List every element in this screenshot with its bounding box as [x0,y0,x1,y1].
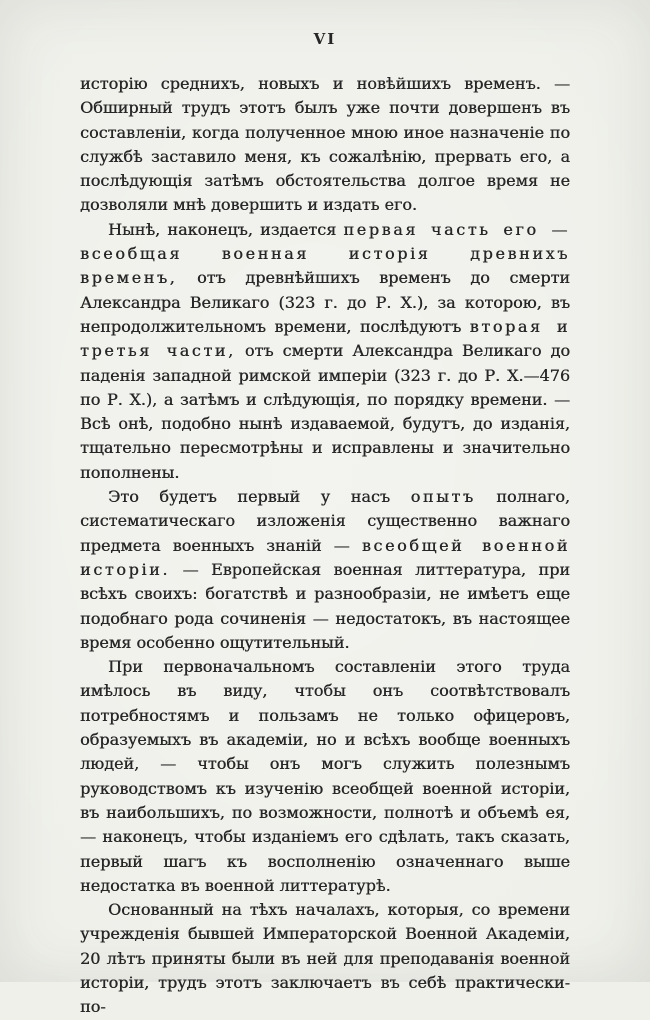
text-segment: исторію среднихъ, новыхъ и новѣйшихъ временъ. — Обширный трудъ этотъ былъ уже почти довершенъ въ составленіи, когда полученное мною иное назначеніе по службѣ заставило меня, къ сожалѣнію, прервать его, а послѣдующія затѣмъ обстоятельства долгое время не дозволяли мнѣ довершить и издать его. [80,74,570,215]
emphasized-text-segment: вторая и третья части, [80,316,571,361]
paragraph [80,655,570,898]
text-segment: — Европейская военная литтература, при всѣхъ своихъ: богатствѣ и разнообразіи, не имѣетъ еще подобнаго рода сочиненія — недостатокъ, въ настоящее время особенно ощутительный. [80,559,570,652]
text-segment: Нынѣ, наконецъ, издается [108,219,344,239]
emphasized-text-segment: первая часть его — всеобщая военная исторія древнихъ временъ, [80,219,570,288]
text-segment: Основанный на тѣхъ началахъ, которыя, со времени учрежденія бывшей Императорской Военной Академіи, 20 лѣтъ приняты были въ ней для преподаванія военной исторіи, трудъ этотъ заключаетъ въ себѣ практически-по- [80,900,570,1017]
paragraph [80,218,570,485]
paragraph [80,72,570,218]
emphasized-text-segment: всеобщей военной исторіи. [80,535,570,579]
text-block [80,72,570,1020]
page-number: VI [313,30,337,48]
text-segment: полнаго, систематическаго изложенія существенно важнаго предмета военныхъ знаній — [80,487,571,555]
text-segment: Это будетъ первый у насъ [108,487,411,507]
paragraph [80,485,570,655]
paragraph [80,898,570,1019]
text-segment: При первоначальномъ составленіи этого труда имѣлось въ виду, чтобы онъ соотвѣтствовалъ потребностямъ и пользамъ не только офицеровъ, образуемыхъ въ академіи, но и всѣхъ вообще военныхъ людей, — чтобы онъ могъ служить полезнымъ руководствомъ къ изученію всеобщей военной исторіи, въ наибольшихъ, по возможности, полнотѣ и объемѣ ея, — наконецъ, чтобы изданіемъ его сдѣлать, такъ сказать, первый шагъ къ восполненію означеннаго выше недостатка въ военной литтературѣ. [80,657,570,895]
emphasized-text-segment: опытъ [410,487,476,507]
text-segment: отъ смерти Александра Великаго до паденія западной римской имперіи (323 г. до Р. Х.—476 по Р. Х.), а затѣмъ и слѣдующія, по порядку времени. — Всѣ онѣ, подобно нынѣ издаваемой, будутъ, до изданія, тщательно пересмотрѣны и исправлены и значительно пополнены. [80,341,570,482]
text-segment: отъ древнѣйшихъ временъ до смерти Александра Великаго (323 г. до Р. Х.), за которою, въ непродолжительномъ времени, послѣдуютъ [80,268,570,336]
